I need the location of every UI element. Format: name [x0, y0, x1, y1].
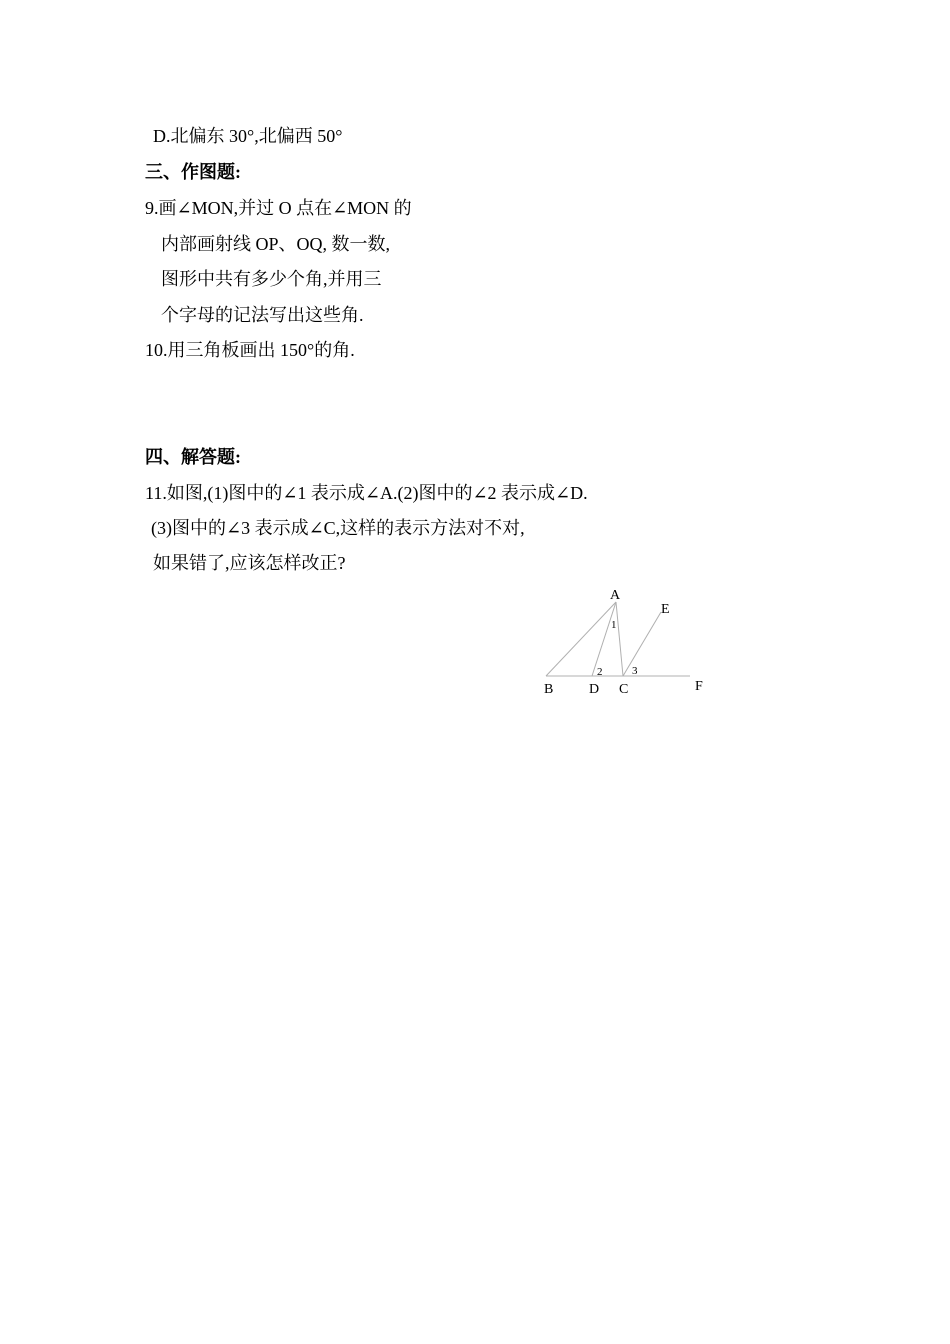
- question-11-line-2: (3)图中的∠3 表示成∠C,这样的表示方法对不对,: [151, 518, 525, 538]
- question-9-line-3: 图形中共有多少个角,并用三: [161, 269, 382, 289]
- angle-label-1: 1: [611, 619, 617, 631]
- option-d-text: D.北偏东 30°,北偏西 50°: [153, 126, 343, 146]
- section-heading-drawing: 三、作图题:: [145, 162, 241, 182]
- geometry-figure: [530, 580, 730, 700]
- question-10-text: 10.用三角板画出 150°的角.: [145, 340, 355, 360]
- question-11-line-3: 如果错了,应该怎样改正?: [153, 553, 346, 573]
- question-9-line-1: 9.画∠MON,并过 O 点在∠MON 的: [145, 198, 412, 218]
- angle-label-3: 3: [632, 665, 638, 677]
- point-label-f: F: [695, 679, 703, 694]
- point-label-d: D: [589, 682, 600, 697]
- line-ac: [616, 602, 623, 676]
- point-label-a: A: [610, 588, 621, 603]
- point-label-b: B: [544, 682, 554, 697]
- point-label-c: C: [619, 682, 629, 697]
- line-ad: [592, 602, 616, 676]
- angle-label-2: 2: [597, 666, 603, 678]
- line-ba: [546, 602, 616, 676]
- question-11-line-1: 11.如图,(1)图中的∠1 表示成∠A.(2)图中的∠2 表示成∠D.: [145, 483, 588, 503]
- line-ce: [623, 612, 661, 676]
- question-9-line-4: 个字母的记法写出这些角.: [161, 305, 364, 325]
- point-label-e: E: [661, 602, 670, 617]
- question-9-line-2: 内部画射线 OP、OQ, 数一数,: [161, 234, 391, 254]
- section-heading-answer: 四、解答题:: [145, 447, 241, 467]
